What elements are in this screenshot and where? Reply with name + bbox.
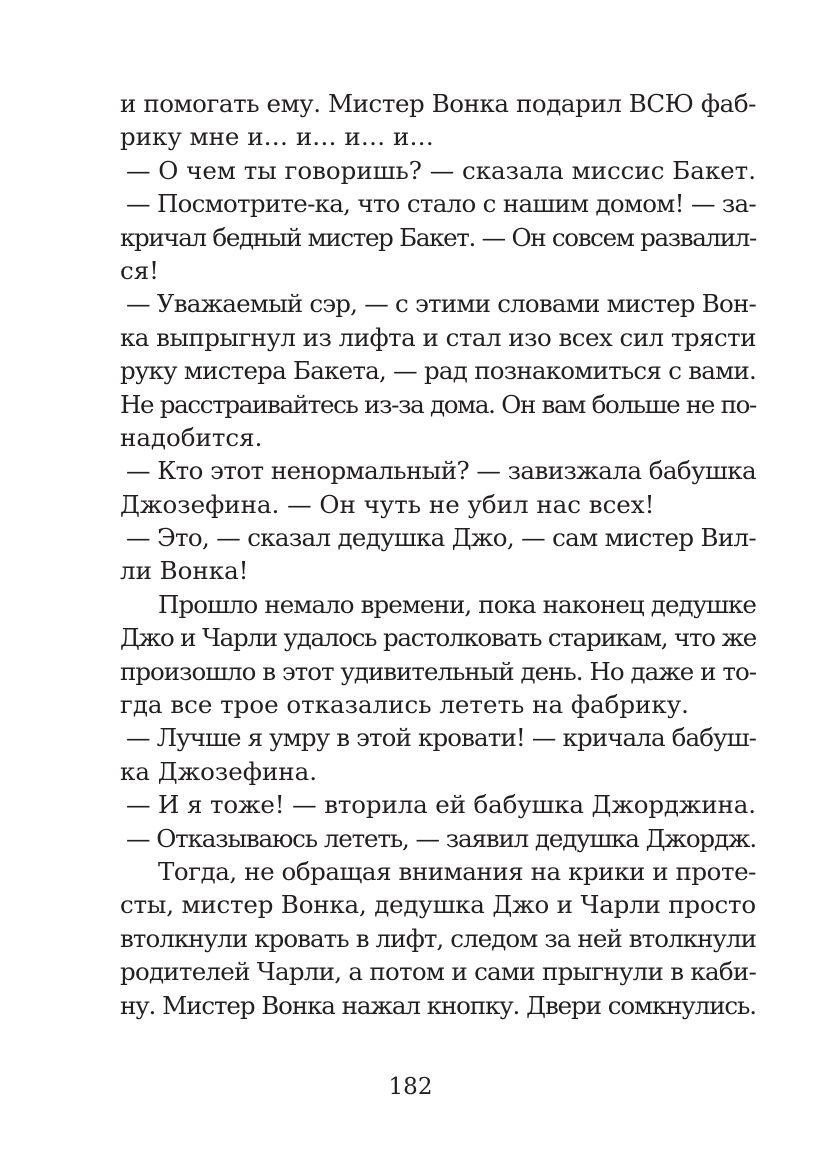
page-number: 182 bbox=[388, 1074, 433, 1100]
text-line: Прошло немало времени, пока наконец дедушке bbox=[158, 589, 756, 619]
text-line: — О чем ты говоришь? — сказала миссис Бакет. bbox=[126, 155, 756, 185]
text-line: Джозефина. — Он чуть не убил нас всех! bbox=[120, 489, 655, 519]
text-line: руку мистера Бакета, — рад познакомиться с вами. bbox=[120, 356, 756, 386]
body-text bbox=[120, 87, 756, 1022]
text-line: — И я тоже! — вторила ей бабушка Джорджина. bbox=[126, 790, 756, 820]
text-line: ка выпрыгнул из лифта и стал изо всех сил трясти bbox=[120, 322, 756, 352]
text-line: — Уважаемый сэр, — с этими словами мистер Вон- bbox=[126, 289, 756, 319]
text-line: рику мне и… и… и… и… bbox=[120, 122, 434, 152]
text-line: ся! bbox=[120, 255, 160, 285]
text-line: ка Джозефина. bbox=[120, 756, 318, 786]
text-line: ну. Мистер Вонка нажал кнопку. Двери сомкнулись. bbox=[120, 990, 756, 1020]
text-line: и помогать ему. Мистер Вонка подарил ВСЮ фаб- bbox=[120, 89, 756, 118]
text-line: — Это, — сказал дедушка Джо, — сам мистер Вил- bbox=[126, 523, 756, 553]
text-line: сты, мистер Вонка, дедушка Джо и Чарли просто bbox=[120, 890, 756, 920]
text-line: — Лучше я умру в этой кровати! — кричала бабуш- bbox=[126, 723, 756, 753]
text-line: Не расстраивайтесь из-за дома. Он вам больше не по- bbox=[120, 389, 756, 419]
text-line: произошло в этот удивительный день. Но даже и то- bbox=[120, 656, 756, 686]
text-line: надобится. bbox=[120, 422, 263, 452]
text-line: родителей Чарли, а потом и сами прыгнули в каби- bbox=[120, 957, 756, 987]
text-line: — Посмотрите-ка, что стало с нашим домом! — за- bbox=[126, 189, 756, 219]
text-line: кричал бедный мистер Бакет. — Он совсем развалил- bbox=[120, 222, 756, 252]
text-line: — Отказываюсь лететь, — заявил дедушка Джордж. bbox=[126, 823, 756, 853]
text-line: Тогда, не обращая внимания на крики и проте- bbox=[158, 856, 756, 886]
text-line: гда все трое отказались лететь на фабрику. bbox=[120, 690, 689, 720]
text-line: ли Вонка! bbox=[120, 556, 249, 586]
text-line: втолкнули кровать в лифт, следом за ней втолкнули bbox=[120, 923, 756, 953]
text-line: — Кто этот ненормальный? — завизжала бабушка bbox=[126, 456, 756, 486]
text-line: Джо и Чарли удалось растолковать старикам, что же bbox=[120, 623, 756, 653]
